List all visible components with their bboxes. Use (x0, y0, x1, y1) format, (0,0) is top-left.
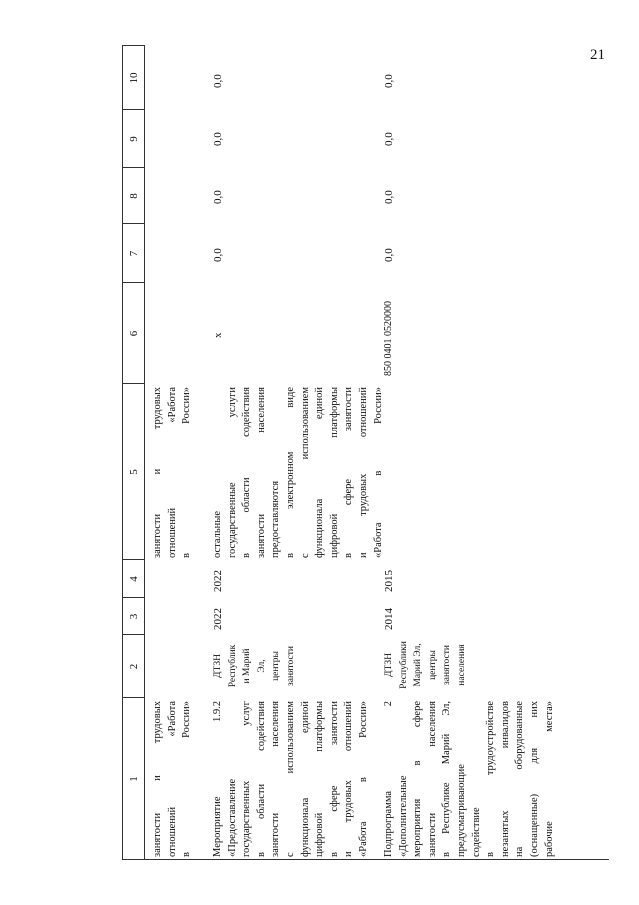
table-row-2-col4: 2015 (383, 570, 395, 592)
table-row-1-col2: ДТЗН Республик и Марий Эл, центры занятости (213, 644, 296, 688)
column-header-9: 9 (128, 136, 140, 142)
table-row-2-col9: 0,0 (383, 132, 395, 146)
table-row-1-col7: 0,0 (212, 248, 224, 262)
table-row-2-col10: 0,0 (383, 74, 395, 88)
table-row-2-col6: 850 0401 0520000 (383, 301, 394, 376)
column-header-3: 3 (128, 613, 140, 620)
table-row-2-col8: 0,0 (383, 190, 395, 204)
column-header-8: 8 (128, 193, 140, 199)
page-number: 21 (590, 47, 605, 63)
column-header-6: 6 (128, 330, 140, 337)
table-row-1-col4: 2022 (212, 570, 224, 592)
table-row-2-col2: ДТЗН Республики Марий Эл, центры занятости населения (384, 641, 467, 689)
table-row-1-col6: х (212, 332, 224, 338)
table-row-1-col5: остальные государственные услуги в области содействия занятости населения предоставляются в электронном виде с использованием функционала единой цифровой платформы в сфере занятости и трудовых отношений «Работа в России» (212, 387, 384, 558)
column-header-1: 1 (128, 776, 140, 782)
table-row-1-col3: 2022 (212, 608, 224, 630)
column-header-2: 2 (128, 663, 140, 670)
table-row-0-col5: занятости и трудовых отношений «Работа в России» (152, 387, 193, 558)
table-row-1-col8: 0,0 (212, 190, 224, 204)
column-header-7: 7 (128, 250, 140, 257)
table-row-2-col1: Подпрограмма 2 «Дополнительные мероприятия в сфере занятости населения в Республике Марий Эл, предусматривающие содействие в трудоустройстве незанятых инвалидов на оборудованные (оснащенные) для них рабочие места» (383, 701, 555, 857)
table-header-border (144, 45, 145, 860)
table-row-2-col3: 2014 (383, 608, 395, 630)
table-row-1-col9: 0,0 (212, 132, 224, 146)
column-header-4: 4 (128, 576, 140, 582)
table-row-1-col1: Мероприятие 1.9.2 «Предоставление государственных услуг в области содействия занятости населения с использованием функционала единой цифровой платформы в сфере занятости и трудовых отношений «Работа в России» (212, 701, 369, 857)
table-row-1-col10: 0,0 (212, 74, 224, 88)
column-header-10: 10 (128, 72, 140, 84)
column-divider (122, 859, 609, 860)
budget-table (122, 45, 609, 860)
table-row-2-col7: 0,0 (383, 248, 395, 262)
table-row-0-col1: занятости и трудовых отношений «Работа в России» (152, 701, 193, 857)
column-header-5: 5 (128, 469, 140, 475)
